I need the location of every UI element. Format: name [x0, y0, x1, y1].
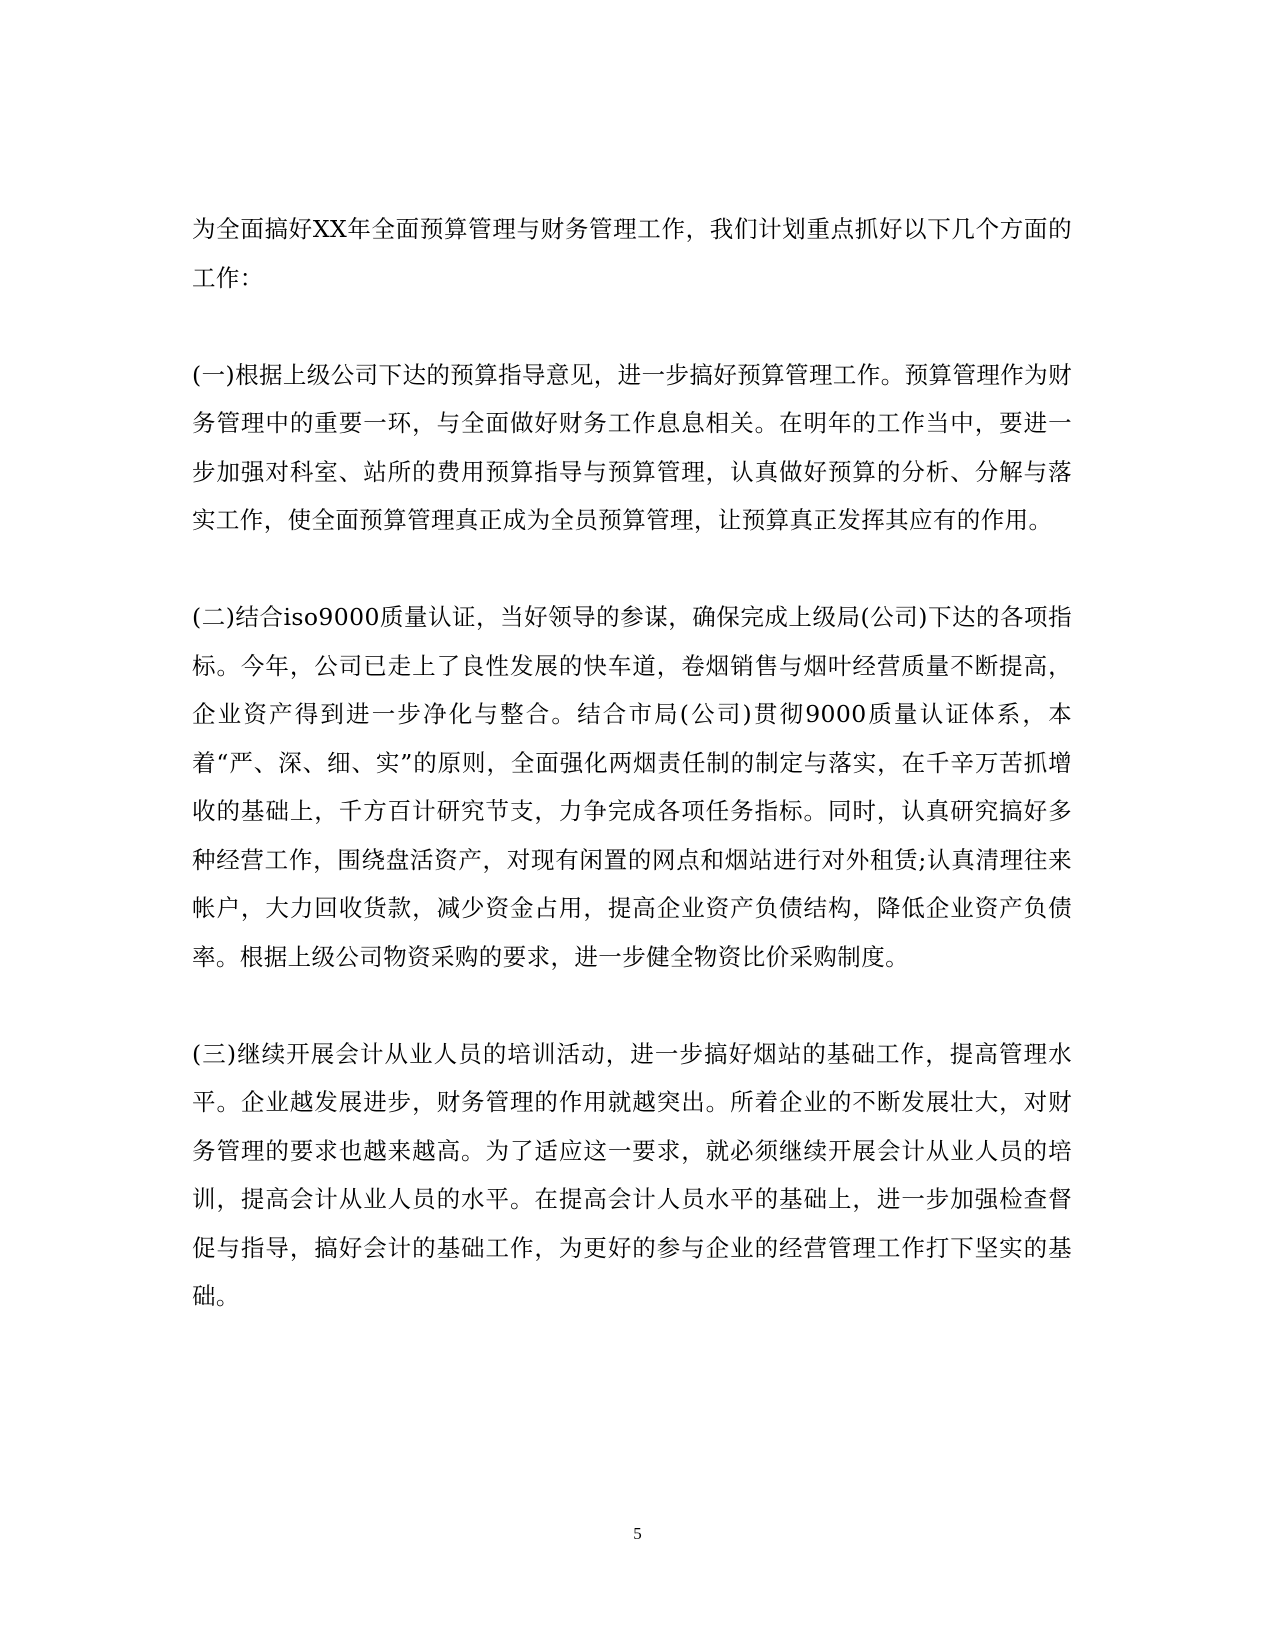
paragraph-section-2: (二)结合iso9000质量认证，当好领导的参谋，确保完成上级局(公司)下达的各项指标。今年，公司已走上了良性发展的快车道，卷烟销售与烟叶经营质量不断提高，企业资产得到进一步净化与整合。结合市局(公司)贯彻9000质量认证体系，本着“严、深、细、实”的原则，全面强化两烟责任制的制定与落实，在千辛万苦抓增收的基础上，千方百计研究节支，力争完成各项任务指标。同时，认真研究搞好多种经营工作，围绕盘活资产，对现有闲置的网点和烟站进行对外租赁;认真清理往来帐户，大力回收货款，减少资金占用，提高企业资产负债结构，降低企业资产负债率。根据上级公司物资采购的要求，进一步健全物资比价采购制度。	[192, 603, 1072, 971]
paragraph-intro: 为全面搞好XX年全面预算管理与财务管理工作，我们计划重点抓好以下几个方面的工作：	[192, 215, 1072, 292]
document-body	[192, 205, 1072, 1321]
paragraph-section-1: (一)根据上级公司下达的预算指导意见，进一步搞好预算管理工作。预算管理作为财务管理中的重要一环，与全面做好财务工作息息相关。在明年的工作当中，要进一步加强对科室、站所的费用预算指导与预算管理，认真做好预算的分析、分解与落实工作，使全面预算管理真正成为全员预算管理，让预算真正发挥其应有的作用。	[192, 360, 1072, 534]
paragraph-section-3: (三)继续开展会计从业人员的培训活动，进一步搞好烟站的基础工作，提高管理水平。企业越发展进步，财务管理的作用就越突出。所着企业的不断发展壮大，对财务管理的要求也越来越高。为了适应这一要求，就必须继续开展会计从业人员的培训，提高会计从业人员的水平。在提高会计人员水平的基础上，进一步加强检查督促与指导，搞好会计的基础工作，为更好的参与企业的经营管理工作打下坚实的基础。	[192, 1039, 1072, 1310]
page-number: 5	[633, 1524, 642, 1543]
